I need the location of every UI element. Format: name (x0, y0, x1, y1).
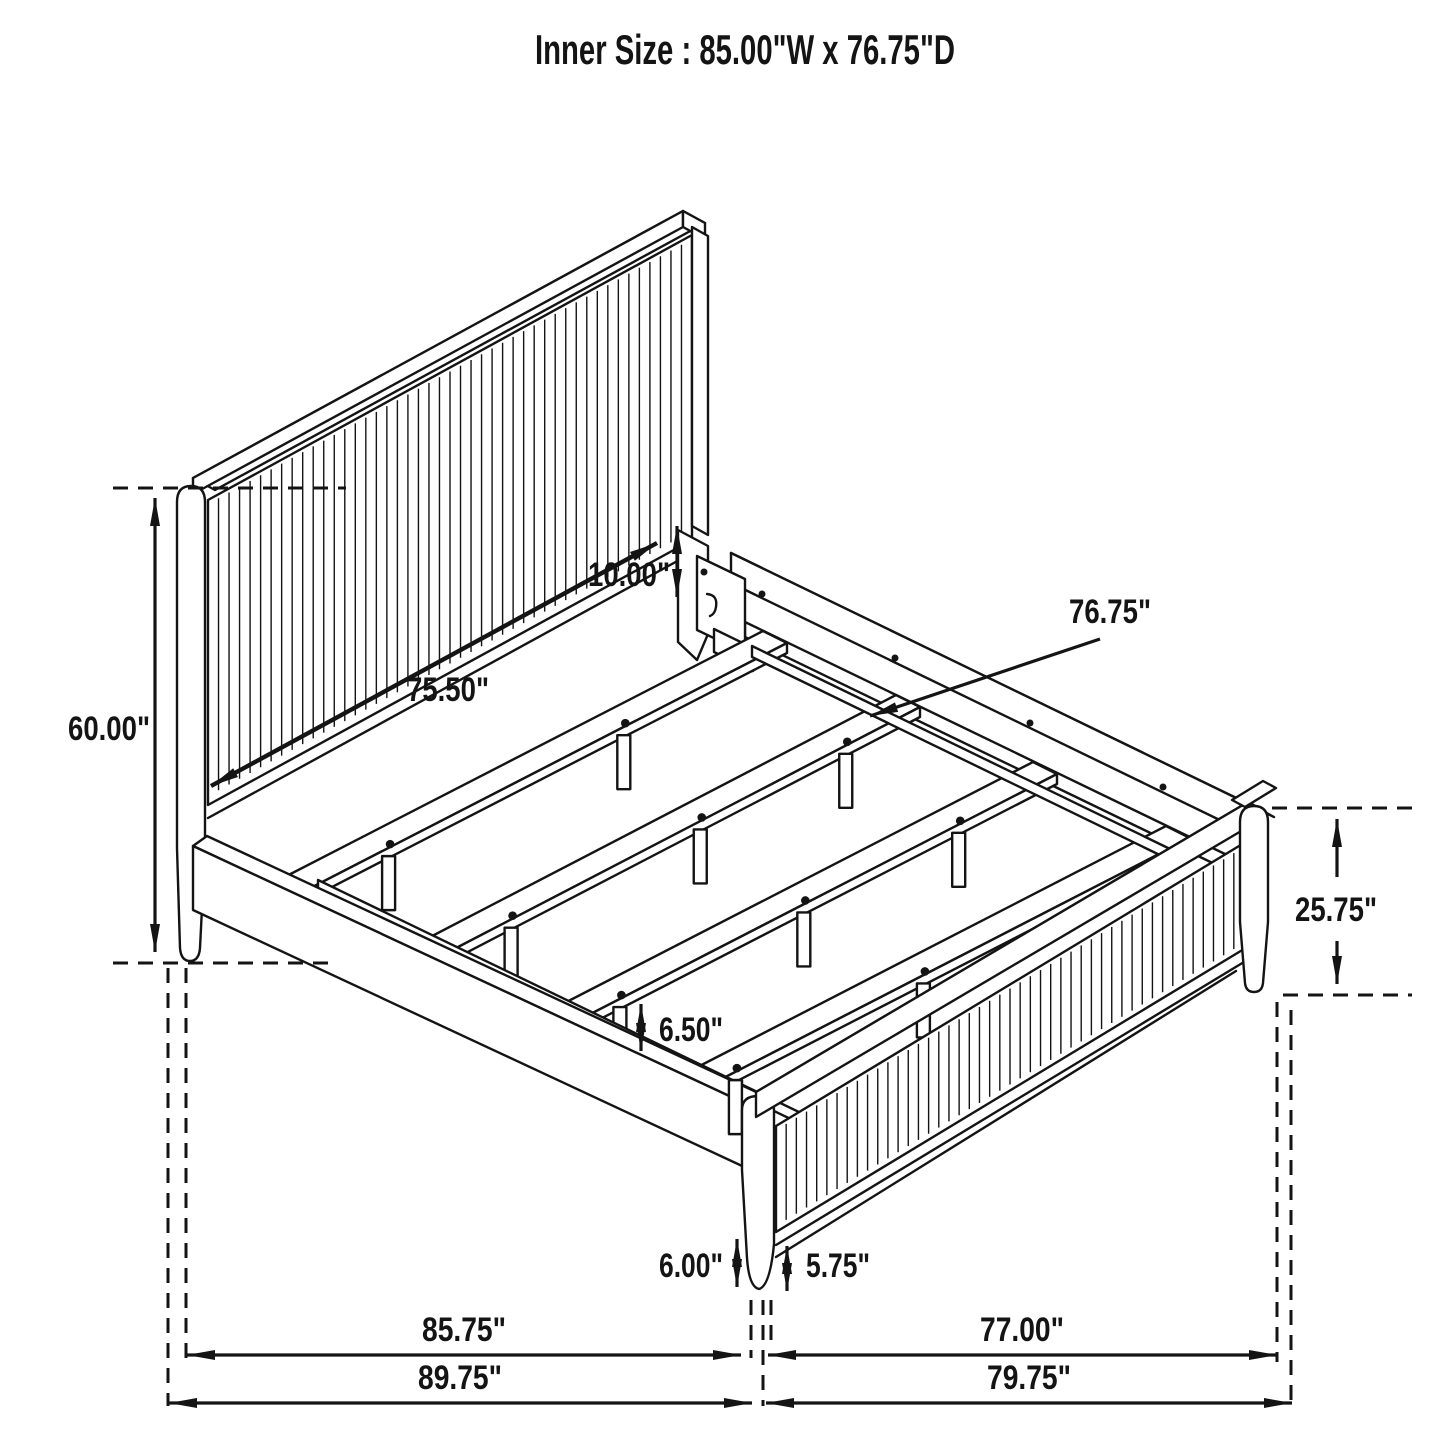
dim-headboard-panel-gap: 10.00" (588, 556, 670, 594)
dim-headboard-width-inner: 85.75" (422, 1311, 506, 1349)
dim-headboard-width-overall: 89.75" (418, 1359, 502, 1397)
dim-front-leg-height: 6.00" (659, 1247, 723, 1285)
footboard-front-leg (742, 1096, 774, 1289)
dim-frame-depth-inner: 77.00" (980, 1311, 1064, 1349)
dim-footboard-leg-height: 5.75" (806, 1247, 870, 1285)
dim-slat-leg-height: 6.50" (659, 1011, 723, 1049)
footboard-post-cap (1232, 781, 1276, 807)
headboard-right-edge (692, 227, 708, 535)
dim-side-rail-length: 76.75" (1069, 593, 1151, 631)
dim-frame-depth-overall: 79.75" (987, 1359, 1071, 1397)
dim-footboard-height: 25.75" (1295, 891, 1377, 929)
side-rail-left (193, 836, 769, 1172)
side-rail-right (697, 553, 1274, 884)
dim-headboard-panel-width: 75.50" (407, 671, 489, 709)
footboard-right-post (1240, 806, 1268, 992)
dim-headboard-height: 60.00" (68, 710, 150, 748)
diagram-title: Inner Size : 85.00"W x 76.75"D (535, 26, 955, 73)
